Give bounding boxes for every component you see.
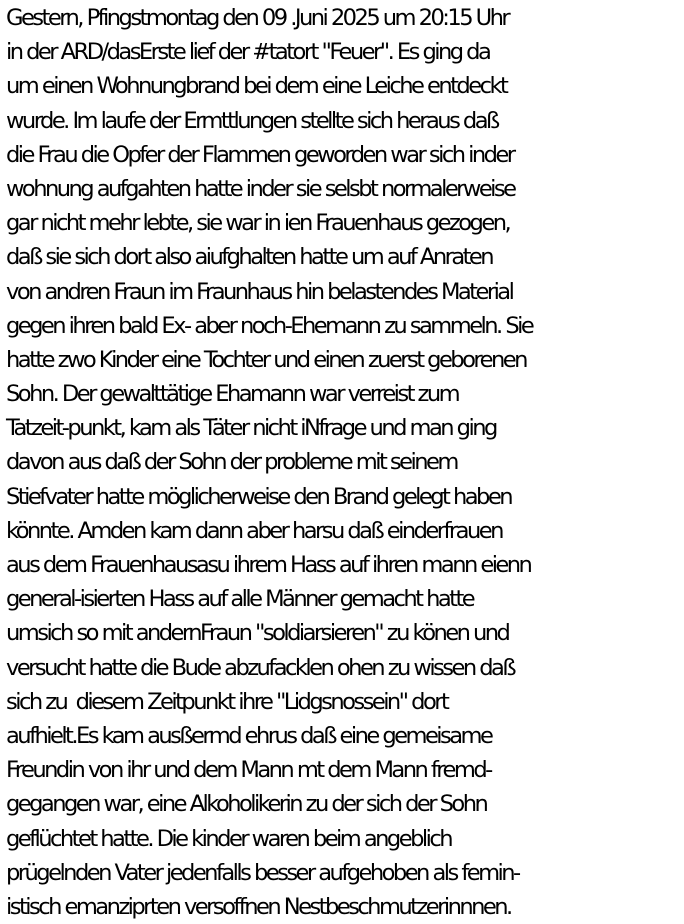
- text-line: wurde. Im laufe der Ermttlungen stellte sich heraus daß: [6, 107, 498, 134]
- text-line: die Frau die Opfer der Flammen geworden war sich inder: [6, 141, 514, 168]
- text-line: gegen ihren bald Ex- aber noch-Ehemann zu sammeln. Sie: [6, 312, 533, 339]
- text-line: Sohn. Der gewalttätige Ehamann war verreist zum: [6, 381, 459, 408]
- text-line: von andren Fraun im Fraunhaus hin belastendes Material: [6, 278, 513, 305]
- text-line: umsich so mit andernFraun "soldiarsieren" zu könen und: [6, 620, 509, 647]
- text-line: versucht hatte die Bude abzufacklen ohen zu wissen daß: [6, 654, 515, 681]
- text-line: wohnung aufgahten hatte inder sie selsbt normalerweise: [6, 175, 515, 202]
- text-line: aus dem Frauenhausasu ihrem Hass auf ihren mann eienn: [6, 552, 531, 578]
- text-line: in der ARD/dasErste lief der #tatort "Feuer". Es ging da: [6, 39, 490, 66]
- text-line: hatte zwo Kinder eine Tochter und einen zuerst geborenen: [6, 346, 526, 373]
- text-line: könnte. Amden kam dann aber harsu daß einderfrauen: [6, 517, 502, 544]
- text-line: prügelnden Vater jedenfalls besser aufgehoben als femin-: [6, 859, 519, 886]
- text-line: daß sie sich dort also aiufghalten hatte um auf Anraten: [6, 244, 493, 271]
- text-line: Stiefvater hatte möglicherweise den Brand gelegt haben: [6, 483, 511, 510]
- text-line: Gestern, Pfingstmontag den 09 .Juni 2025 um 20:15 Uhr: [6, 5, 509, 31]
- text-line: sich zu diesem Zeitpunkt ihre "Lidgsnossein" dort: [6, 688, 448, 715]
- text-line: gegangen war, eine Alkoholikerin zu der sich der Sohn: [6, 791, 487, 818]
- text-line: geflüchtet hatte. Die kinder waren beim angeblich: [6, 825, 451, 852]
- text-line: um einen Wohnungbrand bei dem eine Leiche entdeckt: [6, 73, 507, 100]
- text-line: davon aus daß der Sohn der probleme mit seinem: [6, 449, 457, 476]
- document-body: [6, 1, 684, 924]
- text-line: Tatzeit-punkt, kam als Täter nicht iNfrage und man ging: [6, 415, 496, 442]
- text-line: aufhielt.Es kam ausßermd ehrus daß eine gemeisame: [6, 722, 492, 749]
- text-line: Freundin von ihr und dem Mann mt dem Mann fremd-: [6, 757, 491, 784]
- text-line: general-isierten Hass auf alle Männer gemacht hatte: [6, 586, 474, 613]
- text-line: gar nicht mehr lebte, sie war in ien Frauenhaus gezogen,: [6, 210, 510, 237]
- text-line: istisch emanziprten versoffnen Nestbeschmutzerinnnen.: [6, 893, 511, 920]
